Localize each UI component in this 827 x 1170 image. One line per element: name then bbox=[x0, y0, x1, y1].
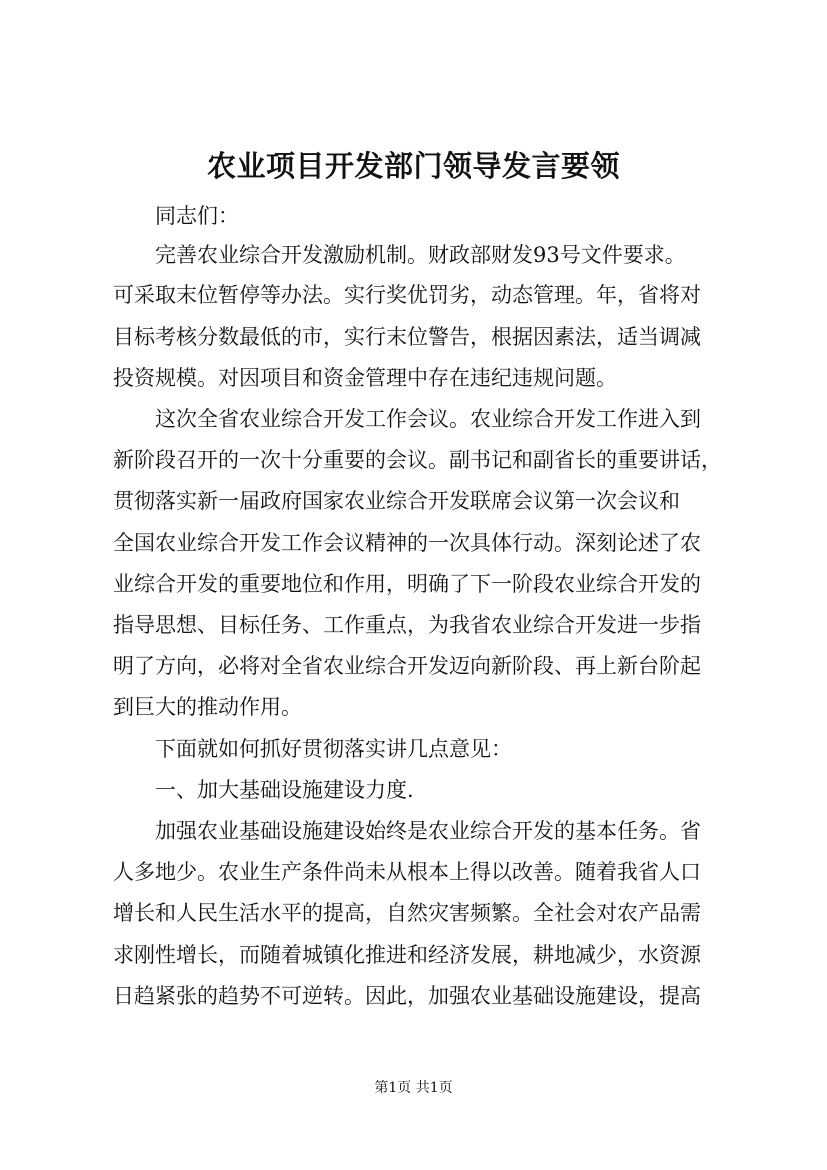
body-line: 到巨大的推动作用。 bbox=[113, 695, 302, 719]
body-line: 增长和人民生活水平的提高，自然灾害频繁。全社会对农产品需 bbox=[113, 901, 701, 925]
salutation-line: 同志们： bbox=[155, 204, 239, 228]
body-line: 完善农业综合开发激励机制。财政部财发93号文件要求。 bbox=[155, 243, 686, 267]
page-footer: 第1页 共1页 bbox=[374, 1080, 453, 1096]
body-line: 目标考核分数最低的市，实行末位警告，根据因素法，适当调减 bbox=[113, 325, 701, 349]
document-title: 农业项目开发部门领导发言要领 bbox=[206, 149, 620, 183]
body-line: 新阶段召开的一次十分重要的会议。副书记和副省长的重要讲话， bbox=[113, 448, 722, 472]
body-line: 明了方向，必将对全省农业综合开发迈向新阶段、再上新台阶起 bbox=[113, 654, 701, 678]
body-line: 人多地少。农业生产条件尚未从根本上得以改善。随着我省人口 bbox=[113, 860, 701, 884]
body-line: 可采取末位暂停等办法。实行奖优罚劣，动态管理。年，省将对 bbox=[113, 283, 701, 307]
body-line: 全国农业综合开发工作会议精神的一次具体行动。深刻论述了农 bbox=[113, 531, 701, 555]
body-line: 下面就如何抓好贯彻落实讲几点意见： bbox=[155, 737, 512, 761]
body-line: 求刚性增长，而随着城镇化推进和经济发展，耕地减少，水资源 bbox=[113, 943, 701, 967]
body-line: 投资规模。对因项目和资金管理中存在违纪违规问题。 bbox=[113, 366, 617, 390]
body-line: 业综合开发的重要地位和作用，明确了下一阶段农业综合开发的 bbox=[113, 572, 701, 596]
body-line: 贯彻落实新一届政府国家农业综合开发联席会议第一次会议和 bbox=[113, 489, 680, 513]
section-heading: 一、加大基础设施建设力度. bbox=[155, 778, 414, 802]
body-line: 日趋紧张的趋势不可逆转。因此，加强农业基础设施建设，提高 bbox=[113, 984, 701, 1008]
body-line: 这次全省农业综合开发工作会议。农业综合开发工作进入到 bbox=[155, 407, 701, 431]
body-line: 指导思想、目标任务、工作重点，为我省农业综合开发进一步指 bbox=[113, 613, 701, 637]
body-line: 加强农业基础设施建设始终是农业综合开发的基本任务。省 bbox=[155, 819, 701, 843]
